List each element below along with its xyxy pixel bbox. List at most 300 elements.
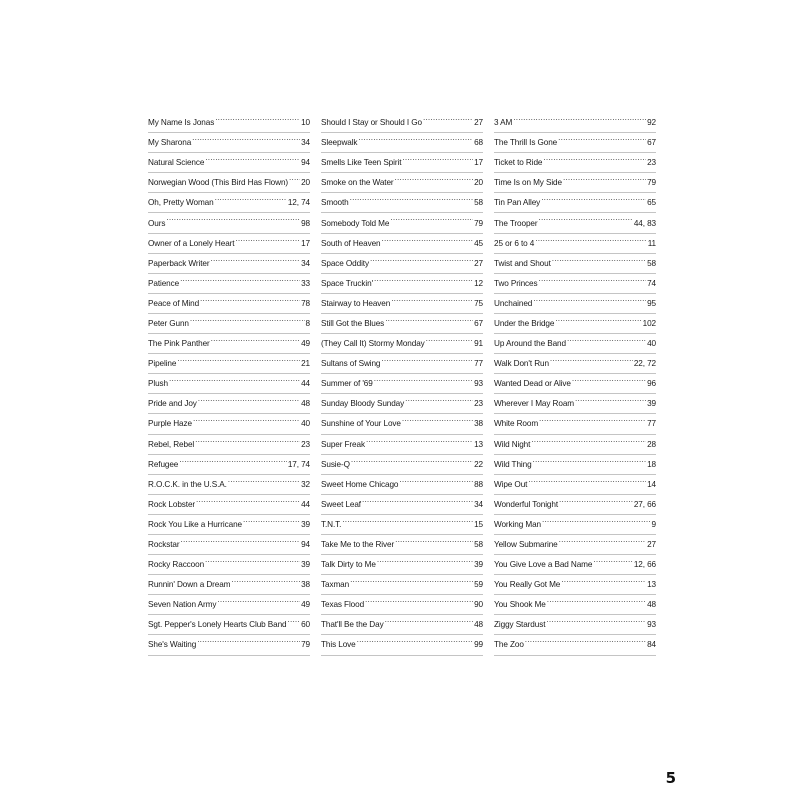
index-entry [321,615,483,635]
entry-title: Natural Science [148,158,205,168]
entry-page: 58 [474,198,483,208]
entry-title: Summer of '69 [321,379,373,389]
entry-title: South of Heaven [321,238,381,248]
entry-page: 20 [301,178,310,188]
index-entry [321,575,483,595]
entry-title: Susie-Q [321,459,350,469]
entry-title: Working Man [494,519,541,529]
index-entry [494,314,656,334]
entry-title: Pride and Joy [148,399,197,409]
dot-leader [513,113,646,122]
index-entry [494,334,656,354]
index-entry [148,635,310,655]
entry-page: 49 [301,600,310,610]
entry-title: You Shook Me [494,600,546,610]
dot-leader [385,615,474,624]
entry-page: 65 [647,198,656,208]
entry-page: 58 [647,258,656,268]
dot-leader [192,133,300,142]
index-entry [494,555,656,575]
index-entry [494,354,656,374]
index-entry [148,213,310,233]
dot-leader [228,475,300,484]
dot-leader [539,274,647,283]
dot-leader [205,555,300,564]
dot-leader [547,595,646,604]
index-column-1 [148,113,310,656]
entry-title: My Name Is Jonas [148,118,215,128]
dot-leader [169,374,300,383]
entry-page: 60 [301,620,310,630]
index-entry [494,535,656,555]
index-entry [321,354,483,374]
entry-page: 18 [647,459,656,469]
entry-page: 17 [474,158,483,168]
index-entry [148,294,310,314]
entry-page: 39 [301,519,310,529]
dot-leader [195,435,300,444]
entry-page: 9 [651,519,656,529]
entry-page: 22 [474,459,483,469]
entry-title: Wherever I May Roam [494,399,574,409]
entry-title: Wild Night [494,439,531,449]
entry-page: 75 [474,298,483,308]
index-entry [494,294,656,314]
index-entry [494,153,656,173]
entry-page: 12 [474,278,483,288]
index-entry [148,475,310,495]
entry-title: Oh, Pretty Woman [148,198,214,208]
dot-leader [563,173,646,182]
index-entry [494,635,656,655]
index-entry [494,475,656,495]
dot-leader [402,153,473,162]
index-entry [148,173,310,193]
entry-page: 93 [474,379,483,389]
entry-title: Smooth [321,198,349,208]
entry-page: 78 [301,298,310,308]
entry-title: Ziggy Stardust [494,620,546,630]
entry-title: Patience [148,278,180,288]
index-entry [321,153,483,173]
entry-title: Texas Flood [321,600,365,610]
index-entry [321,334,483,354]
index-entry [321,213,483,233]
entry-title: Somebody Told Me [321,218,390,228]
entry-page: 14 [647,479,656,489]
entry-page: 79 [474,218,483,228]
entry-page: 38 [474,419,483,429]
dot-leader [377,555,473,564]
entry-page: 96 [647,379,656,389]
entry-page: 77 [474,359,483,369]
entry-page: 77 [647,419,656,429]
dot-leader [205,153,300,162]
dot-leader [542,515,651,524]
entry-page: 17 [301,238,310,248]
dot-leader [351,455,473,464]
index-entry [321,314,483,334]
entry-title: Rebel, Rebel [148,439,195,449]
entry-title: Paperback Writer [148,258,210,268]
dot-leader [181,535,301,544]
dot-leader [215,113,300,122]
dot-leader [426,334,473,343]
entry-title: This Love [321,640,356,650]
entry-title: Sleepwalk [321,138,358,148]
index-entry [321,294,483,314]
dot-leader [235,234,300,243]
entry-page: 79 [647,178,656,188]
entry-title: Purple Haze [148,419,192,429]
entry-title: Space Oddity [321,258,369,268]
dot-leader [546,615,646,624]
index-entry [148,455,310,475]
dot-leader [350,575,473,584]
dot-leader [358,133,473,142]
entry-title: Ticket to Ride [494,158,543,168]
entry-title: Rock Lobster [148,499,196,509]
index-columns [148,113,656,656]
entry-title: Tin Pan Alley [494,198,541,208]
entry-page: 91 [474,339,483,349]
entry-title: Pipeline [148,359,177,369]
index-entry [148,394,310,414]
entry-title: The Trooper [494,218,538,228]
entry-title: You Give Love a Bad Name [494,560,593,570]
index-entry [148,575,310,595]
index-entry [321,394,483,414]
entry-title: The Pink Panther [148,339,210,349]
entry-page: 94 [301,158,310,168]
index-entry [494,213,656,233]
dot-leader [572,374,646,383]
entry-page: 32 [301,479,310,489]
entry-page: 34 [474,499,483,509]
index-entry [321,515,483,535]
entry-page: 23 [301,439,310,449]
dot-leader [180,274,300,283]
entry-page: 45 [474,238,483,248]
dot-leader [531,435,646,444]
dot-leader [391,294,473,303]
entry-page: 48 [301,399,310,409]
entry-title: Wipe Out [494,479,528,489]
entry-page: 12, 74 [287,198,310,208]
entry-title: She's Waiting [148,640,197,650]
index-entry [494,234,656,254]
entry-page: 17, 74 [287,459,310,469]
index-entry [321,374,483,394]
entry-title: Unchained [494,298,533,308]
entry-page: 95 [647,298,656,308]
dot-leader [231,575,300,584]
entry-page: 102 [642,318,656,328]
entry-page: 90 [474,600,483,610]
entry-title: Sunday Bloody Sunday [321,399,405,409]
index-entry [494,274,656,294]
entry-title: Two Princes [494,278,538,288]
entry-title: Up Around the Band [494,339,566,349]
dot-leader [395,173,474,182]
dot-leader [543,153,646,162]
dot-leader [555,314,641,323]
entry-title: T.N.T. [321,519,342,529]
entry-title: That'll Be the Day [321,620,384,630]
entry-page: 92 [647,118,656,128]
dot-leader [528,475,646,484]
dot-leader [365,595,473,604]
dot-leader [399,475,473,484]
dot-leader [402,414,473,423]
dot-leader [370,254,473,263]
entry-page: 40 [647,339,656,349]
entry-title: Wonderful Tonight [494,499,558,509]
index-entry [321,133,483,153]
entry-title: R.O.C.K. in the U.S.A. [148,479,227,489]
dot-leader [357,635,473,644]
dot-leader [177,354,300,363]
entry-page: 10 [301,118,310,128]
entry-title: Super Freak [321,439,365,449]
entry-page: 48 [474,620,483,630]
index-entry [494,254,656,274]
dot-leader [567,334,646,343]
index-entry [148,334,310,354]
entry-title: You Really Got Me [494,580,561,590]
index-entry [148,435,310,455]
dot-leader [559,495,633,504]
index-entry [148,193,310,213]
entry-page: 27 [647,540,656,550]
entry-page: 27, 66 [633,499,656,509]
entry-title: Ours [148,218,166,228]
index-entry [321,254,483,274]
index-entry [148,615,310,635]
dot-leader [539,213,633,222]
dot-leader [552,254,646,263]
entry-page: 68 [474,138,483,148]
index-entry [321,113,483,133]
entry-page: 39 [474,560,483,570]
dot-leader [211,254,301,263]
index-entry [148,354,310,374]
index-entry [321,495,483,515]
dot-leader [423,113,473,122]
dot-leader [541,193,646,202]
entry-page: 20 [474,178,483,188]
entry-title: Taxman [321,580,350,590]
index-entry [494,133,656,153]
entry-title: The Thrill Is Gone [494,138,558,148]
dot-leader [289,173,300,182]
index-entry [148,113,310,133]
index-entry [494,595,656,615]
index-entry [321,435,483,455]
index-entry [321,535,483,555]
entry-page: 15 [474,519,483,529]
dot-leader [374,374,473,383]
index-entry [148,595,310,615]
dot-leader [342,515,473,524]
index-entry [321,555,483,575]
entry-title: (They Call It) Stormy Monday [321,339,425,349]
index-entry [494,615,656,635]
entry-page: 27 [474,258,483,268]
index-entry [321,455,483,475]
entry-page: 59 [474,580,483,590]
entry-page: 67 [474,318,483,328]
entry-title: Sweet Home Chicago [321,479,399,489]
index-entry [494,515,656,535]
entry-page: 23 [647,158,656,168]
entry-page: 84 [647,640,656,650]
index-column-2 [321,113,483,656]
dot-leader [190,314,305,323]
dot-leader [559,535,646,544]
dot-leader [350,193,473,202]
entry-page: 49 [301,339,310,349]
dot-leader [243,515,300,524]
index-entry [494,113,656,133]
dot-leader [535,234,646,243]
entry-page: 28 [647,439,656,449]
index-entry [494,374,656,394]
entry-title: My Sharona [148,138,192,148]
index-entry [148,133,310,153]
entry-page: 44 [301,379,310,389]
dot-leader [166,213,300,222]
entry-title: Sunshine of Your Love [321,419,401,429]
dot-leader [198,394,300,403]
entry-page: 8 [305,318,310,328]
entry-title: Yellow Submarine [494,540,558,550]
entry-title: Smoke on the Water [321,178,394,188]
entry-title: Take Me to the River [321,540,395,550]
entry-title: Walk Don't Run [494,359,549,369]
entry-page: 88 [474,479,483,489]
entry-title: Sweet Leaf [321,499,361,509]
entry-title: Rocky Raccoon [148,560,205,570]
entry-title: Peace of Mind [148,298,200,308]
entry-page: 13 [474,439,483,449]
entry-title: 25 or 6 to 4 [494,238,535,248]
index-entry [148,254,310,274]
index-entry [494,414,656,434]
dot-leader [525,635,646,644]
index-entry [148,414,310,434]
entry-title: Sultans of Swing [321,359,381,369]
entry-page: 44, 83 [633,218,656,228]
index-entry [321,595,483,615]
entry-title: Refugee [148,459,179,469]
entry-page: 93 [647,620,656,630]
index-entry [494,575,656,595]
entry-page: 27 [474,118,483,128]
entry-title: Rockstar [148,540,180,550]
index-entry [148,555,310,575]
entry-title: Seven Nation Army [148,600,217,610]
entry-page: 58 [474,540,483,550]
entry-page: 94 [301,540,310,550]
entry-page: 21 [301,359,310,369]
entry-title: Should I Stay or Should I Go [321,118,422,128]
entry-page: 33 [301,278,310,288]
index-entry [321,274,483,294]
dot-leader [200,294,300,303]
entry-title: The Zoo [494,640,524,650]
index-entry [321,635,483,655]
entry-title: Twist and Shout [494,258,551,268]
entry-page: 99 [474,640,483,650]
entry-page: 11 [647,238,656,248]
entry-title: Space Truckin' [321,278,374,288]
entry-title: Under the Bridge [494,318,555,328]
index-entry [494,394,656,414]
dot-leader [381,354,473,363]
dot-leader [558,133,646,142]
dot-leader [179,455,287,464]
dot-leader [575,394,646,403]
entry-page: 67 [647,138,656,148]
entry-page: 13 [647,580,656,590]
dot-leader [197,635,300,644]
entry-page: 79 [301,640,310,650]
index-entry [494,455,656,475]
entry-page: 48 [647,600,656,610]
index-entry [321,234,483,254]
dot-leader [374,274,473,283]
entry-title: Time Is on My Side [494,178,562,188]
entry-title: Runnin' Down a Dream [148,580,231,590]
index-entry [148,535,310,555]
dot-leader [539,414,646,423]
dot-leader [533,455,647,464]
entry-page: 39 [647,399,656,409]
entry-title: Stairway to Heaven [321,298,391,308]
entry-page: 74 [647,278,656,288]
entry-page: 40 [301,419,310,429]
dot-leader [362,495,473,504]
entry-page: 38 [301,580,310,590]
index-entry [148,234,310,254]
entry-page: 23 [474,399,483,409]
index-entry [494,173,656,193]
dot-leader [196,495,300,504]
entry-page: 22, 72 [633,359,656,369]
index-entry [148,153,310,173]
entry-title: Still Got the Blues [321,318,385,328]
dot-leader [288,615,301,624]
entry-page: 98 [301,218,310,228]
index-entry [148,374,310,394]
dot-leader [550,354,633,363]
dot-leader [193,414,300,423]
index-entry [148,274,310,294]
entry-title: Smells Like Teen Spirit [321,158,402,168]
entry-title: 3 AM [494,118,513,128]
entry-page: 12, 66 [633,560,656,570]
index-entry [148,515,310,535]
dot-leader [215,193,287,202]
entry-page: 34 [301,138,310,148]
dot-leader [593,555,632,564]
dot-leader [405,394,473,403]
entry-title: Rock You Like a Hurricane [148,519,242,529]
index-entry [494,435,656,455]
index-column-3 [494,113,656,656]
dot-leader [217,595,300,604]
